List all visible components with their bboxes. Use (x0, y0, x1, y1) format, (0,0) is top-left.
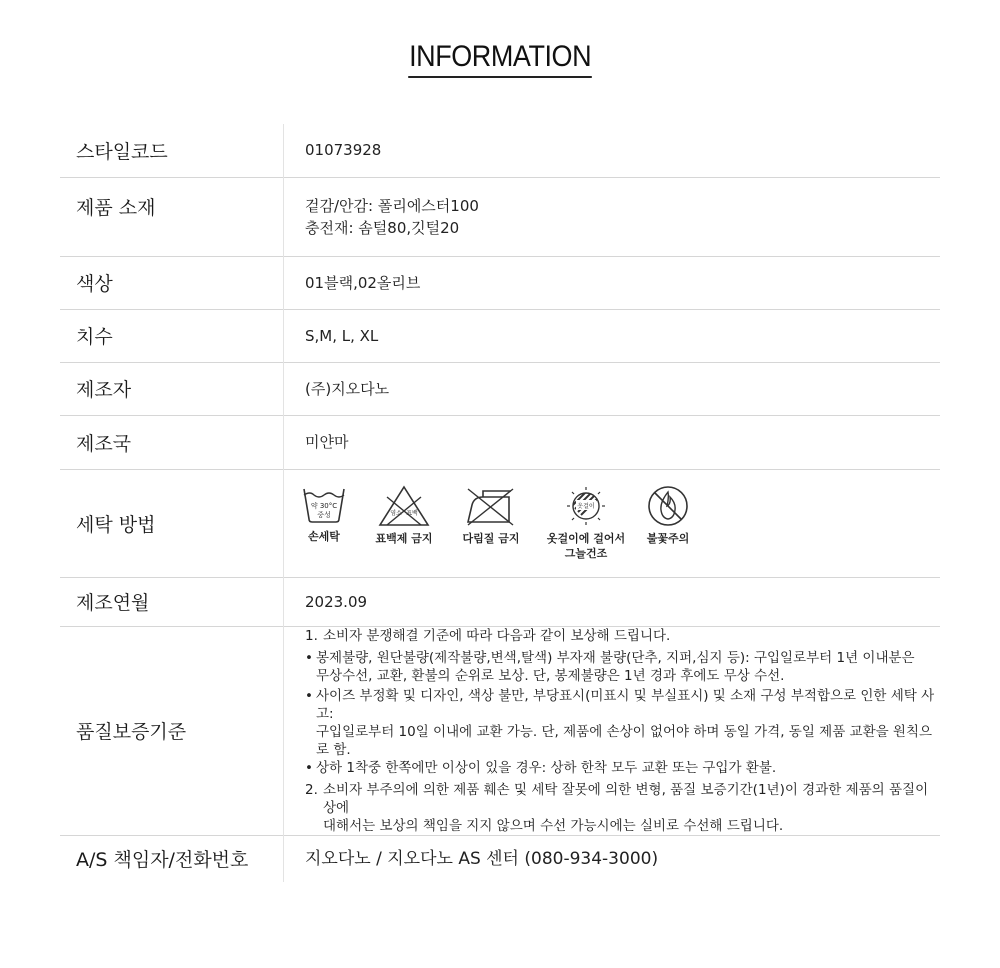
wash-icon-cell-dry (544, 485, 628, 561)
quality-bullet-1 (305, 649, 940, 685)
material-line1: 겉감/안감: 폴리에스터100 (305, 196, 479, 215)
style-code-label: 스타일코드 (60, 124, 284, 177)
quality-item-2 (305, 781, 940, 835)
color-label: 색상 (60, 256, 284, 309)
style-code-value: 01073928 (305, 141, 382, 160)
row-size (60, 309, 940, 362)
row-country (60, 415, 940, 469)
bullet-mark: • (305, 687, 313, 704)
no-iron-icon (465, 485, 517, 527)
flame-warning-label: 불꽃주의 (646, 532, 690, 545)
as-label: A/S 책임자/전화번호 (60, 835, 284, 882)
hand-wash-temp-text: 약 30°C (310, 502, 338, 510)
as-value: 지오다노 / 지오다노 AS 센터 (080-934-3000) (305, 848, 659, 869)
page-title-wrap (0, 40, 1000, 78)
hang-dry-inner-text: 옷걸이 (577, 503, 595, 510)
material-line2: 충전재: 솜털80,깃털20 (305, 218, 460, 237)
quality-item-1-text: 소비자 분쟁해결 기준에 따라 다음과 같이 보상해 드립니다. (323, 627, 671, 644)
quality-bullet-3 (305, 759, 940, 777)
color-value: 01블랙,02올리브 (305, 273, 421, 292)
row-quality (60, 626, 940, 835)
no-bleach-icon (378, 485, 430, 527)
quality-item-2-text: 소비자 부주의에 의한 제품 훼손 및 세탁 잘못에 의한 변형, 품질 보증기간(1년)이 경과한 제품의 품질이상에 대해서는 보상의 책임을 지지 않으며 수선 가능시에는 실비로 수선해 드립니다. (323, 781, 929, 834)
material-label: 제품 소재 (60, 177, 284, 256)
washing-label: 세탁 방법 (60, 469, 284, 577)
maker-label: 제조자 (60, 362, 284, 415)
hang-dry-label-line1: 옷걸이에 걸어서 (546, 532, 626, 545)
row-color (60, 256, 940, 309)
country-label: 제조국 (60, 415, 284, 469)
quality-item-2-num: 2. (305, 781, 318, 798)
quality-value (284, 626, 941, 835)
hang-dry-label-line2: 그늘건조 (564, 547, 608, 560)
wash-icon-cell-flame (640, 485, 696, 546)
date-value: 2023.09 (305, 592, 368, 611)
quality-bullet-2 (305, 687, 940, 759)
date-label: 제조연월 (60, 577, 284, 626)
quality-item-1 (305, 627, 940, 645)
no-bleach-label: 표백제 금지 (375, 532, 433, 545)
information-table (60, 124, 940, 882)
flame-warning-icon (646, 485, 690, 527)
bullet-mark: • (305, 759, 313, 776)
hang-dry-shade-icon (563, 485, 609, 527)
row-maker (60, 362, 940, 415)
hand-wash-label: 손세탁 (308, 530, 340, 543)
hand-wash-neutral-text: 중성 (317, 511, 331, 519)
material-value (284, 177, 941, 256)
washing-value (284, 469, 941, 577)
no-bleach-right-text: 표백 (406, 510, 418, 517)
quality-bullet-1-text: 봉제불량, 원단불량(제작불량,변색,탈색) 부자재 불량(단추, 지퍼,심지 등): 구입일로부터 1년 이내분은 무상수선, 교환, 환불의 순위로 보상. 단, 봉제불량은 1년 경과 후에도 무상 수선. (316, 649, 915, 684)
washing-icons (300, 485, 940, 561)
row-as (60, 835, 940, 882)
quality-item-1-num: 1. (305, 627, 318, 644)
row-style-code (60, 124, 940, 177)
row-washing (60, 469, 940, 577)
page-title: INFORMATION (408, 40, 592, 78)
country-value: 미얀마 (305, 433, 349, 451)
quality-label: 품질보증기준 (60, 626, 284, 835)
quality-bullet-2-text: 사이즈 부정확 및 디자인, 색상 불만, 부당표시(미표시 및 부실표시) 및 소재 구성 부적합으로 인한 세탁 사고: 구입일로부터 10일 이내에 교환 가능. 단, 제품에 손상이 없어야 하며 동일 가격, 동일 제품 교환을 원칙으로 함. (316, 687, 935, 758)
row-material (60, 177, 940, 256)
quality-bullet-3-text: 상하 1착중 한쪽에만 이상이 있을 경우: 상하 한착 모두 교환 또는 구입가 환불. (316, 759, 777, 776)
wash-icon-cell-iron (456, 485, 526, 546)
hang-dry-label (547, 531, 625, 561)
no-iron-label: 다림질 금지 (462, 532, 520, 545)
size-value: S,M, L, XL (305, 326, 379, 345)
hand-wash-icon (302, 485, 346, 525)
wash-icon-cell-hand (300, 485, 348, 544)
maker-value: (주)지오다노 (305, 379, 390, 398)
no-bleach-left-text: 염소 (390, 510, 402, 517)
row-date (60, 577, 940, 626)
bullet-mark: • (305, 649, 313, 666)
wash-icon-cell-bleach (368, 485, 440, 546)
size-label: 치수 (60, 309, 284, 362)
